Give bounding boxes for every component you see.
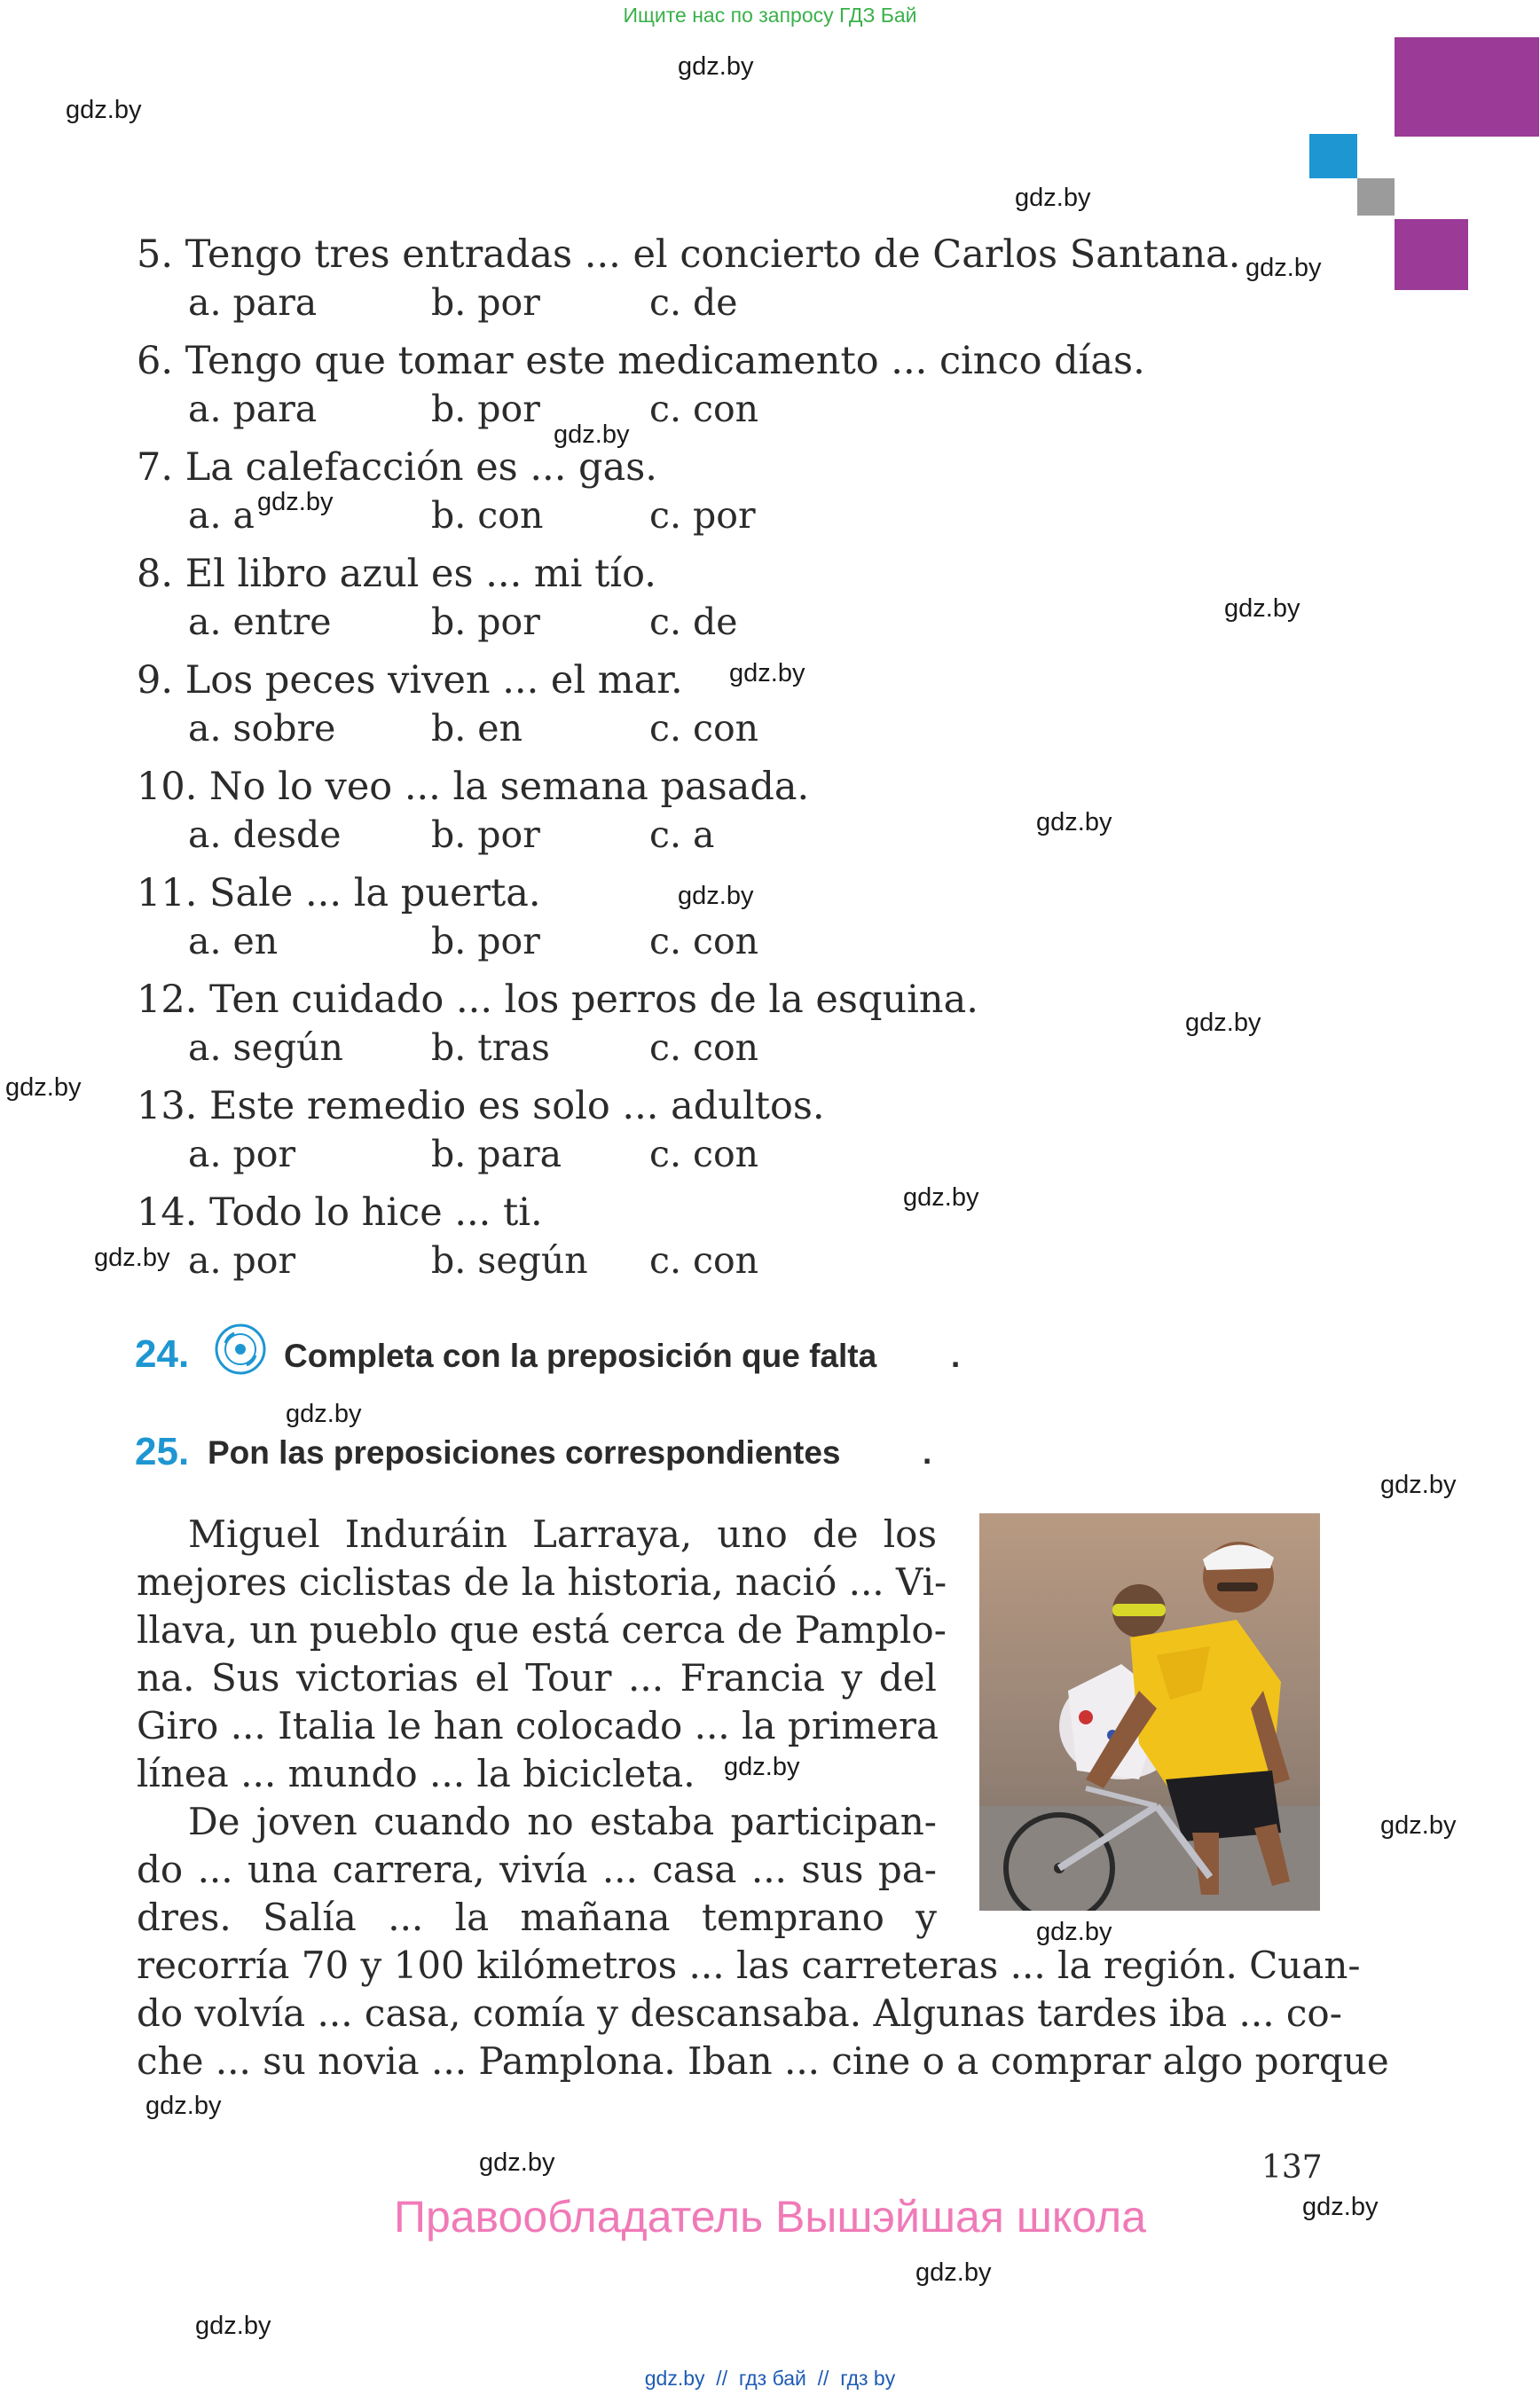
- option-b: b. con: [431, 494, 544, 537]
- question-text: 12. Ten cuidado ... los perros de la esquina.: [137, 978, 978, 1022]
- watermark: gdz.by: [66, 96, 142, 124]
- option-b: b. para: [431, 1133, 562, 1175]
- exercise-24-number: 24.: [135, 1332, 190, 1376]
- watermark: gdz.by: [1185, 1009, 1261, 1037]
- option-a: a. para: [188, 388, 318, 430]
- paragraph-line: do volvía ... casa, comía y descansaba. Algunas tardes iba ... co-: [137, 1991, 1342, 2035]
- watermark: gdz.by: [257, 488, 334, 516]
- decor-square-magenta-large: [1395, 37, 1539, 137]
- option-a: a. por: [188, 1239, 296, 1282]
- watermark: gdz.by: [724, 1753, 800, 1781]
- watermark: gdz.by: [554, 420, 630, 449]
- question-text: 10. No lo veo ... la semana pasada.: [137, 765, 810, 809]
- paragraph-line: dres. Salía ... la mañana temprano y: [137, 1896, 937, 1939]
- watermark: gdz.by: [145, 2092, 222, 2120]
- option-b: b. por: [431, 920, 540, 962]
- watermark: gdz.by: [1380, 1471, 1457, 1499]
- watermark: gdz.by: [1036, 1918, 1112, 1946]
- option-a: a. entre: [188, 601, 332, 643]
- option-c: c. de: [649, 281, 738, 324]
- option-b: b. por: [431, 281, 540, 324]
- question-text: 7. La calefacción es ... gas.: [137, 445, 657, 490]
- question-text: 8. El libro azul es ... mi tío.: [137, 552, 656, 596]
- watermark: gdz.by: [195, 2312, 271, 2340]
- watermark: gdz.by: [915, 2258, 992, 2287]
- question-text: 14. Todo lo hice ... ti.: [137, 1190, 543, 1235]
- paragraph-line: mejores ciclistas de la historia, nació ... Vi-: [137, 1560, 947, 1604]
- option-c: c. con: [649, 1239, 759, 1282]
- top-banner: Ищите нас по запросу ГДЗ Бай: [623, 4, 917, 27]
- watermark: gdz.by: [479, 2148, 555, 2177]
- option-a: a. para: [188, 281, 318, 324]
- watermark: gdz.by: [286, 1400, 362, 1428]
- option-c: c. con: [649, 1026, 759, 1069]
- paragraph-line: che ... su novia ... Pamplona. Iban ... cine o a comprar algo porque: [137, 2039, 1389, 2083]
- watermark: gdz.by: [94, 1244, 170, 1272]
- paragraph-line: Giro ... Italia le han colocado ... la primera: [137, 1704, 939, 1747]
- option-b: b. por: [431, 813, 540, 856]
- option-c: c. a: [649, 813, 715, 856]
- option-a: a. en: [188, 920, 279, 962]
- watermark: gdz.by: [729, 659, 805, 687]
- option-c: c. por: [649, 494, 756, 537]
- option-b: b. tras: [431, 1026, 550, 1069]
- watermark: gdz.by: [1015, 184, 1091, 212]
- paragraph-line: Miguel Induráin Larraya, uno de los: [188, 1512, 937, 1556]
- option-a: a. por: [188, 1133, 296, 1175]
- decor-square-blue: [1309, 134, 1357, 178]
- paragraph-line: na. Sus victorias el Tour ... Francia y del: [137, 1656, 937, 1700]
- exercise-25-title: Pon las preposiciones correspondientes: [208, 1434, 841, 1471]
- question-text: 5. Tengo tres entradas ... el concierto de Carlos Santana.: [137, 232, 1241, 277]
- paragraph-line: recorría 70 y 100 kilómetros ... las carreteras ... la región. Cuan-: [137, 1944, 1361, 1987]
- option-c: c. con: [649, 388, 759, 430]
- option-a: a. sobre: [188, 707, 336, 750]
- watermark: gdz.by: [1224, 594, 1300, 623]
- option-c: c. con: [649, 1133, 759, 1175]
- option-b: b. en: [431, 707, 522, 750]
- cyclist-photo: [979, 1513, 1320, 1911]
- footer-links[interactable]: gdz.by // гдз бай // гдз by: [644, 2367, 896, 2390]
- question-text: 6. Tengo que tomar este medicamento ... cinco días.: [137, 339, 1145, 383]
- option-c: c. de: [649, 601, 738, 643]
- option-a: a. a: [188, 494, 255, 537]
- option-a: a. según: [188, 1026, 343, 1069]
- exercise-24-period: .: [951, 1338, 961, 1374]
- decor-square-magenta-small: [1395, 219, 1468, 290]
- watermark: gdz.by: [1380, 1811, 1457, 1840]
- paragraph-line: do ... una carrera, vivía ... casa ... sus pa-: [137, 1848, 937, 1891]
- decor-square-gray: [1357, 178, 1395, 216]
- audio-cd-icon[interactable]: [213, 1322, 268, 1377]
- watermark: gdz.by: [1036, 808, 1112, 836]
- question-text: 9. Los peces viven ... el mar.: [137, 658, 683, 703]
- watermark: gdz.by: [678, 52, 754, 81]
- question-text: 11. Sale ... la puerta.: [137, 871, 541, 915]
- paragraph-line: llava, un pueblo que está cerca de Pamplo-: [137, 1608, 947, 1652]
- option-b: b. según: [431, 1239, 588, 1282]
- watermark: gdz.by: [1302, 2193, 1379, 2221]
- exercise-25-period: .: [923, 1434, 932, 1471]
- watermark: gdz.by: [678, 882, 754, 910]
- rights-holder: Правообладатель Вышэйшая школа: [394, 2192, 1146, 2242]
- option-b: b. por: [431, 601, 540, 643]
- exercise-24-title: Completa con la preposición que falta: [284, 1338, 877, 1374]
- watermark: gdz.by: [1245, 254, 1322, 282]
- watermark: gdz.by: [5, 1073, 82, 1102]
- exercise-25-number: 25.: [135, 1430, 190, 1473]
- option-a: a. desde: [188, 813, 342, 856]
- watermark: gdz.by: [903, 1183, 979, 1212]
- page-number: 137: [1261, 2149, 1323, 2186]
- paragraph-line: De joven cuando no estaba participan-: [188, 1800, 937, 1843]
- option-b: b. por: [431, 388, 540, 430]
- option-c: c. con: [649, 920, 759, 962]
- question-text: 13. Este remedio es solo ... adultos.: [137, 1084, 825, 1128]
- option-c: c. con: [649, 707, 759, 750]
- paragraph-line: línea ... mundo ... la bicicleta.: [137, 1752, 695, 1795]
